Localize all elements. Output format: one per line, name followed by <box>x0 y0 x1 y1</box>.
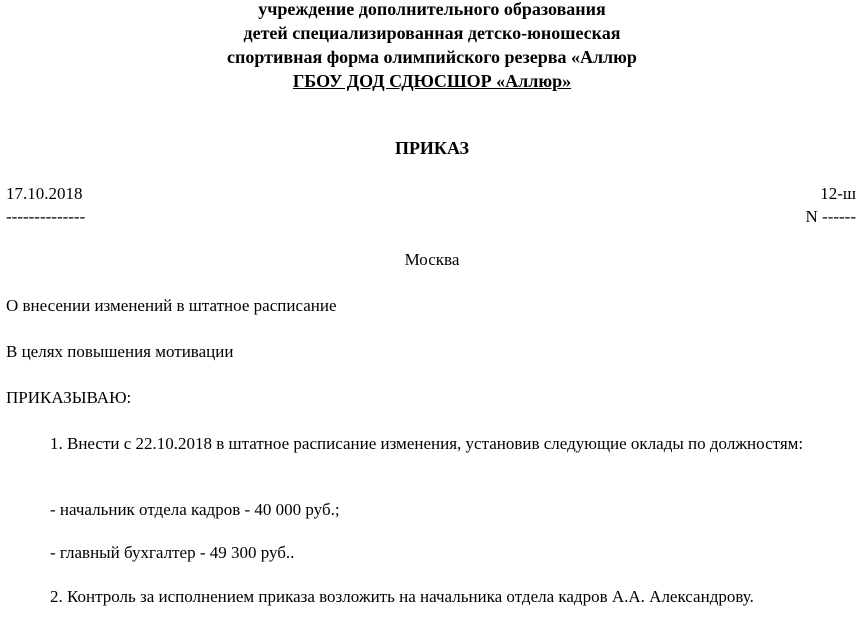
order-paragraph-2: 2. Контроль за исполнением приказа возложить на начальника отдела кадров А.А. Александрову. <box>50 587 754 606</box>
date-number-row <box>6 183 856 205</box>
salary-item-chief-accountant: - главный бухгалтер - 49 300 руб.. <box>50 543 295 562</box>
order-purpose: В целях повышения мотивации <box>6 342 234 361</box>
document-date: 17.10.2018 <box>6 184 83 203</box>
header-line-2: детей специализированная детско-юношеская <box>243 23 621 43</box>
document-number: 12-ш <box>820 184 856 203</box>
organization-short-name: ГБОУ ДОД СДЮСШОР «Аллюр» <box>292 71 572 91</box>
header-line-3: спортивная форма олимпийского резерва «Аллюр <box>227 47 637 67</box>
order-paragraph-1: 1. Внести с 22.10.2018 в штатное расписание изменения, установив следующие оклады по должностям: <box>50 434 804 453</box>
salary-item-hr-head: - начальник отдела кадров - 40 000 руб.; <box>50 500 340 519</box>
city: Москва <box>404 250 460 269</box>
header-line-1: учреждение дополнительного образования <box>258 0 606 19</box>
order-command: ПРИКАЗЫВАЮ: <box>6 388 132 407</box>
document-title: ПРИКАЗ <box>394 138 470 158</box>
organization-header <box>0 0 864 93</box>
order-subject: О внесении изменений в штатное расписание <box>6 296 337 315</box>
date-dashes: -------------- <box>6 207 86 226</box>
date-number-dashes-row <box>6 206 856 228</box>
number-label: N ------ <box>805 207 856 226</box>
